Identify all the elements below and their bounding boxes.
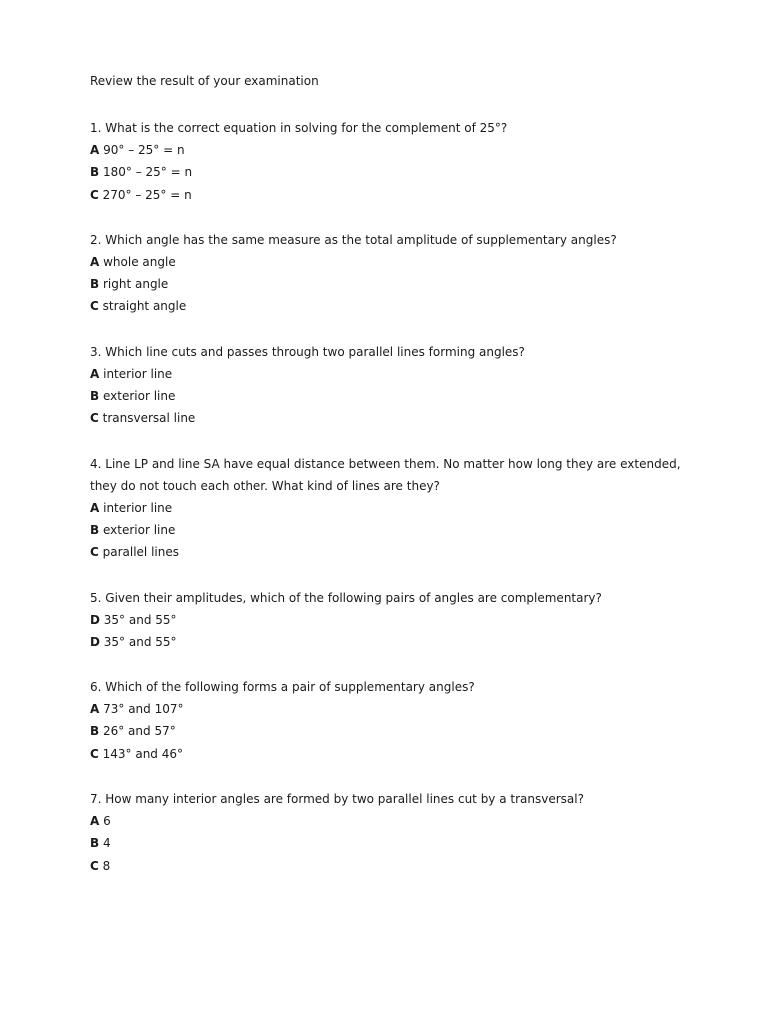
option-letter: D [90, 612, 100, 627]
option-text: interior line [99, 366, 173, 381]
answer-option [90, 609, 690, 631]
option-text: interior line [99, 500, 173, 515]
option-text: right angle [99, 277, 169, 292]
option-letter: A [90, 814, 100, 829]
answer-option [90, 720, 690, 742]
option-letter: A [90, 254, 100, 269]
option-text: 35° and 55° [99, 634, 177, 649]
option-letter: B [90, 724, 100, 739]
option-text: exterior line [99, 389, 176, 404]
question-text: 7. How many interior angles are formed by two parallel lines cut by a transversal? [90, 792, 584, 807]
option-text: 8 [98, 858, 111, 873]
answer-option [90, 541, 690, 563]
option-letter: B [90, 389, 100, 404]
answer-option [90, 273, 690, 295]
question-7 [90, 788, 690, 877]
answer-option [90, 363, 690, 385]
question-text: 6. Which of the following forms a pair of supplementary angles? [90, 680, 475, 695]
answer-option [90, 519, 690, 541]
answer-option [90, 184, 690, 206]
option-letter: A [90, 366, 100, 381]
question-3 [90, 341, 690, 430]
answer-option [90, 631, 690, 653]
option-text: 4 [99, 836, 111, 851]
question-6 [90, 676, 690, 765]
page-title: Review the result of your examination [90, 74, 319, 88]
question-4 [90, 453, 690, 564]
question-1 [90, 117, 690, 206]
option-text: transversal line [98, 411, 196, 426]
option-letter: B [90, 836, 100, 851]
option-letter: B [90, 522, 100, 537]
option-text: 270° – 25° = n [98, 187, 192, 202]
question-5 [90, 587, 690, 654]
option-letter: A [90, 702, 100, 717]
question-text: 5. Given their amplitudes, which of the following pairs of angles are complementary? [90, 590, 602, 605]
question-list [90, 117, 690, 877]
answer-option [90, 407, 690, 429]
answer-option [90, 743, 690, 765]
option-text: straight angle [98, 299, 187, 314]
question-text: 1. What is the correct equation in solving for the complement of 25°? [90, 121, 508, 135]
option-letter: A [90, 500, 100, 515]
option-text: 90° – 25° = n [99, 143, 185, 157]
option-text: exterior line [99, 522, 176, 537]
question-2 [90, 229, 690, 318]
option-letter: B [90, 277, 100, 292]
option-letter: C [90, 746, 99, 761]
option-text: whole angle [99, 254, 176, 269]
option-text: 143° and 46° [98, 746, 184, 761]
answer-option [90, 385, 690, 407]
option-letter: C [90, 411, 99, 426]
answer-option [90, 497, 690, 519]
answer-option [90, 698, 690, 720]
option-text: 180° – 25° = n [99, 165, 193, 180]
answer-option [90, 832, 690, 854]
answer-option [90, 810, 690, 832]
question-text: 2. Which angle has the same measure as the total amplitude of supplementary angles? [90, 232, 617, 247]
answer-option [90, 161, 690, 183]
option-letter: C [90, 858, 99, 873]
option-text: 73° and 107° [99, 702, 184, 717]
option-letter: C [90, 299, 99, 314]
question-text: 4. Line LP and line SA have equal distance between them. No matter how long they are extended, they do not touch each other. What kind of lines are they? [90, 456, 681, 493]
option-text: parallel lines [98, 545, 179, 560]
answer-option [90, 855, 690, 877]
option-letter: C [90, 187, 99, 202]
option-letter: C [90, 545, 99, 560]
option-letter: B [90, 165, 100, 180]
option-text: 35° and 55° [99, 612, 177, 627]
answer-option [90, 251, 690, 273]
option-letter: D [90, 634, 100, 649]
answer-option [90, 295, 690, 317]
answer-option [90, 139, 690, 161]
option-text: 6 [99, 814, 111, 829]
option-text: 26° and 57° [99, 724, 176, 739]
question-text: 3. Which line cuts and passes through two parallel lines forming angles? [90, 344, 525, 359]
document-page [90, 72, 690, 900]
option-letter: A [90, 143, 100, 157]
